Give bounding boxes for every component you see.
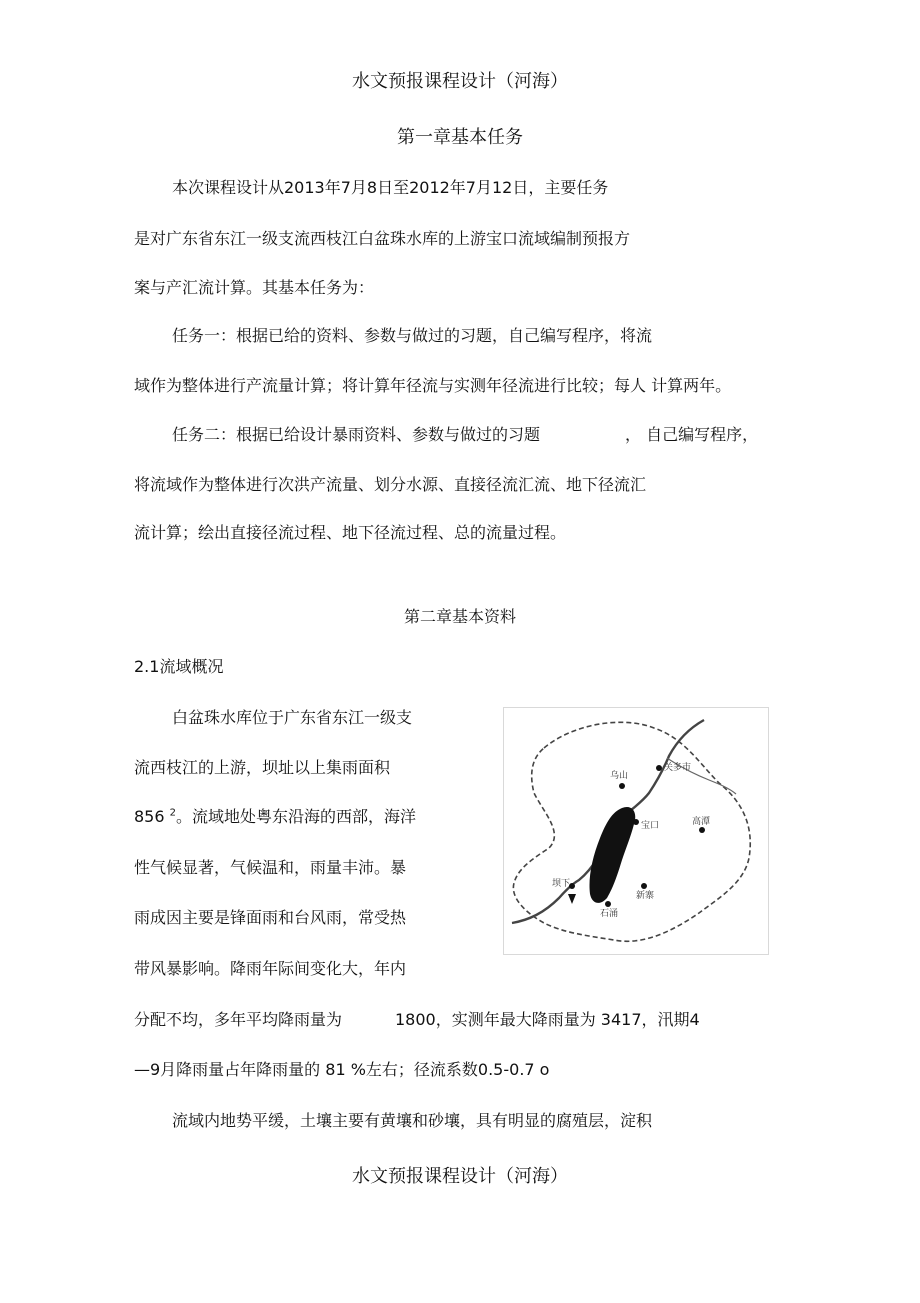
reservoir-shape: [589, 807, 635, 903]
label-town: 关多市: [664, 763, 692, 773]
rain-line-1-right: 1800，实测年最大降雨量为 3417，汛期4: [395, 1010, 700, 1029]
page-header-title: 水文预报课程设计（河海）: [352, 71, 568, 92]
page-footer-title: 水文预报课程设计（河海）: [352, 1166, 568, 1187]
overview-line-2: 流西枝江的上游，坝址以上集雨面积: [134, 758, 391, 777]
task2-line-2: 将流域作为整体进行次洪产流量、划分水源、直接径流汇流、地下径流汇: [134, 475, 647, 494]
station-xinzhai-dot: [641, 883, 647, 889]
overview-line-6: 带风暴影响。降雨年际间变化大，年内: [134, 959, 407, 978]
label-baokou: 宝口: [641, 821, 660, 831]
label-wushan: 乌山: [610, 771, 629, 781]
station-shiyong-dot: [605, 901, 611, 907]
overview-line-5: 雨成因主要是锋面雨和台风雨，常受热: [134, 908, 407, 927]
station-gaotan-dot: [699, 827, 705, 833]
label-xinzhai: 新寨: [636, 891, 655, 901]
station-town-dot: [656, 765, 662, 771]
basin-boundary: [513, 722, 750, 941]
task2-line-1-left: 任务二：根据已给设计暴雨资料、参数与做过的习题: [172, 425, 541, 444]
intro-line-3: 案与产汇流计算。其基本任务为：: [134, 278, 375, 297]
rain-line-2: —9月降雨量占年降雨量的 81 %左右；径流系数0.5-0.7 o: [134, 1060, 550, 1079]
chapter-1-title: 第一章基本任务: [397, 127, 523, 148]
label-gaotan: 高潭: [692, 817, 711, 827]
intro-line-2: 是对广东省东江一级支流西枝江白盆珠水库的上游宝口流域编制预报方: [134, 229, 631, 248]
area-rest: 。流域地处粤东沿海的西部，海洋: [176, 807, 417, 826]
chapter-2-title: 第二章基本资料: [403, 607, 516, 626]
task1-line-2: 域作为整体进行产流量计算；将计算年径流与实测年径流进行比较；每人 计算两年。: [134, 376, 732, 395]
task2-line-3: 流计算；绘出直接径流过程、地下径流过程、总的流量过程。: [134, 523, 567, 542]
soil-line: 流域内地势平缓，土壤主要有黄壤和砂壤，具有明显的腐殖层，淀积: [172, 1111, 653, 1130]
label-baxia: 坝下: [552, 879, 571, 889]
station-baokou-dot: [633, 819, 639, 825]
station-wushan-dot: [619, 783, 625, 789]
watershed-map-svg: [504, 708, 768, 954]
task1-line-1: 任务一：根据已给的资料、参数与做过的习题，自己编写程序，将流: [172, 326, 653, 345]
watershed-map: [503, 707, 769, 955]
area-prefix: 856: [134, 807, 170, 826]
overview-line-4: 性气候显著，气候温和，雨量丰沛。暴: [134, 858, 407, 877]
overview-line-3: [134, 807, 416, 827]
section-2-1-heading: 2.1流域概况: [134, 657, 224, 676]
area-superscript: 2: [169, 807, 176, 819]
task2-line-1-right: ， 自己编写程序，: [625, 425, 759, 444]
overview-line-1: 白盆珠水库位于广东省东江一级支: [172, 708, 413, 727]
label-shiyong: 石涌: [600, 909, 619, 919]
intro-line-1: 本次课程设计从2013年7月8日至2012年7月12日，主要任务: [172, 178, 609, 197]
rain-line-1-left: 分配不均，多年平均降雨量为: [134, 1010, 343, 1029]
dam-icon: [568, 894, 576, 904]
